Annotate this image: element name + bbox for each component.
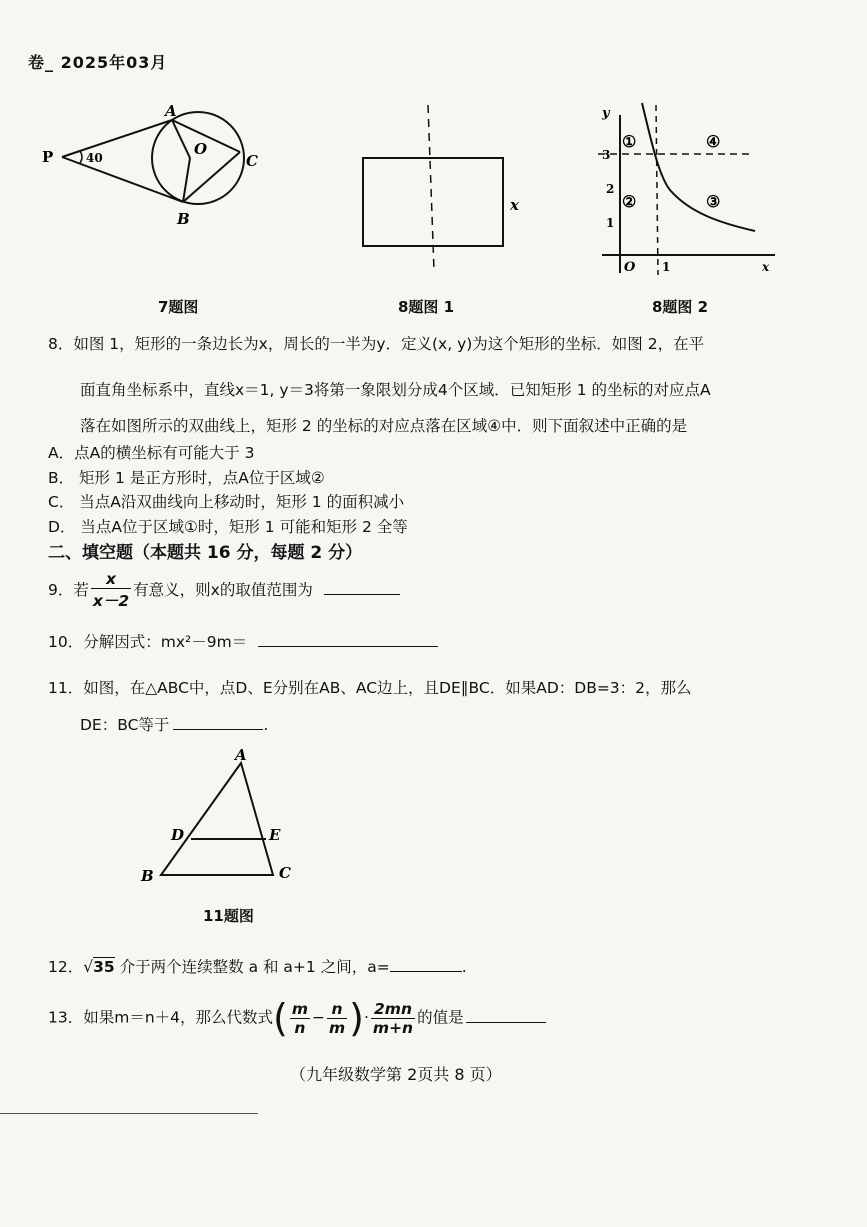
left-paren: ( [273, 996, 288, 1040]
label-x: x [762, 260, 770, 274]
region-4: ④ [706, 132, 721, 151]
q9-denominator: x－2 [92, 592, 130, 610]
label-y-1: 1 [606, 216, 615, 230]
figure-8-2 [590, 95, 790, 280]
q13-answer-blank[interactable] [466, 1022, 546, 1023]
q12-answer-blank[interactable] [390, 971, 462, 972]
frac2-den: m [329, 1018, 346, 1037]
hyperbola [642, 103, 755, 231]
q8-option-a: A．点A的横坐标有可能大于 3 [48, 444, 255, 462]
figure-8-1 [350, 100, 540, 280]
label-angle: 40 [86, 151, 103, 165]
label-y: y [602, 106, 610, 121]
figure-7 [40, 100, 280, 230]
q9 [48, 570, 400, 611]
segment-bc [183, 152, 240, 202]
angle-arc [80, 151, 82, 163]
q13-post: 的值是 [417, 1008, 464, 1027]
q13-frac1 [290, 1000, 310, 1037]
q9-fraction [91, 570, 131, 611]
segment-bo [183, 158, 190, 202]
label-x-1: 1 [662, 260, 671, 274]
label-p: P [42, 148, 54, 166]
minus-sign: − [312, 1008, 325, 1027]
frac1-den: n [294, 1018, 306, 1037]
q8-option-c: C． 当点A沿双曲线向上移动时，矩形 1 的面积减小 [48, 493, 405, 511]
q9-post: 有意义，则x的取值范围为 [133, 581, 313, 599]
q11-end: . [263, 716, 269, 734]
q9-numerator: x [91, 570, 131, 589]
label-e: E [269, 826, 281, 844]
page-header: 卷_ 2025年03月 [28, 53, 168, 72]
region-2: ② [622, 192, 637, 211]
circle-o [152, 112, 244, 204]
q12-radicand: 35 [93, 958, 115, 976]
q8-line2: 面直角坐标系中，直线x＝1, y＝3将第一象限划分成4个区域．已知矩形 1 的坐标的对应点A [80, 381, 711, 399]
label-origin: O [624, 260, 636, 275]
segment-ao [172, 120, 190, 158]
q11-line2-text: DE：BC等于 [80, 716, 170, 734]
label-c: C [246, 152, 258, 170]
q10-answer-blank[interactable] [258, 646, 438, 647]
region-1: ① [622, 132, 637, 151]
frac3-num: 2mn [371, 1000, 415, 1019]
label-a: A [235, 746, 247, 764]
q12-post: 介于两个连续整数 a 和 a+1 之间，a= [119, 958, 390, 976]
q8-option-d: D． 当点A位于区域①时，矩形 1 可能和矩形 2 全等 [48, 518, 408, 536]
q13-pre: 13．如果m＝n＋4，那么代数式 [48, 1008, 274, 1027]
q9-pre: 9．若 [48, 581, 89, 599]
q10-text: 10．分解因式：mx²－9m＝ [48, 633, 248, 651]
q12-pre: 12． [48, 958, 84, 976]
q13-frac2 [327, 1000, 347, 1037]
triangle-abc [161, 763, 273, 875]
frac2-num: n [327, 1000, 347, 1019]
bottom-divider [0, 1113, 258, 1114]
label-d: D [171, 826, 185, 844]
q11-answer-blank[interactable] [173, 729, 263, 730]
frac3-den: m+n [372, 1018, 414, 1037]
q11-line1: 11．如图，在△ABC中，点D、E分别在AB、AC边上，且DE∥BC．如果AD：DB=3：2，那么 [48, 679, 692, 697]
q8-option-b: B． 矩形 1 是正方形时，点A位于区域② [48, 469, 325, 487]
dot-sign: · [363, 1008, 369, 1027]
line-x-1 [656, 105, 658, 275]
q9-answer-blank[interactable] [324, 594, 400, 595]
figure-8-2-caption: 8题图 2 [652, 298, 709, 316]
q12-end: . [461, 958, 467, 976]
sqrt-sign: √ [83, 958, 94, 976]
q8-line1: 8．如图 1，矩形的一条边长为x，周长的一半为y．定义(x, y)为这个矩形的坐标．如图 2，在平 [48, 335, 705, 353]
region-3: ③ [706, 192, 721, 211]
frac1-num: m [291, 999, 308, 1018]
q12 [48, 955, 467, 977]
section-2-title: 二、填空题（本题共 16 分，每题 2 分） [48, 543, 363, 563]
figure-11 [135, 745, 305, 890]
q11-line2 [80, 713, 268, 735]
figure-7-caption: 7题图 [158, 298, 199, 316]
label-y-2: 2 [606, 182, 615, 196]
label-a: A [165, 102, 177, 120]
label-x: x [510, 196, 519, 214]
q13-frac3 [371, 1000, 415, 1037]
q10 [48, 630, 438, 652]
label-b: B [177, 210, 190, 228]
figure-8-1-caption: 8题图 1 [398, 298, 455, 316]
figure-11-caption: 11题图 [203, 907, 254, 925]
q8-line3: 落在如图所示的双曲线上，矩形 2 的坐标的对应点落在区域④中．则下面叙述中正确的是 [80, 417, 688, 435]
label-c: C [279, 864, 291, 882]
page-footer: （九年级数学第 2页共 8 页） [290, 1065, 502, 1084]
right-paren: ) [349, 996, 364, 1040]
label-o: O [194, 140, 208, 158]
label-y-3: 3 [602, 148, 611, 162]
q13 [48, 996, 546, 1040]
tangent-pb [62, 157, 183, 202]
label-b: B [141, 867, 154, 885]
